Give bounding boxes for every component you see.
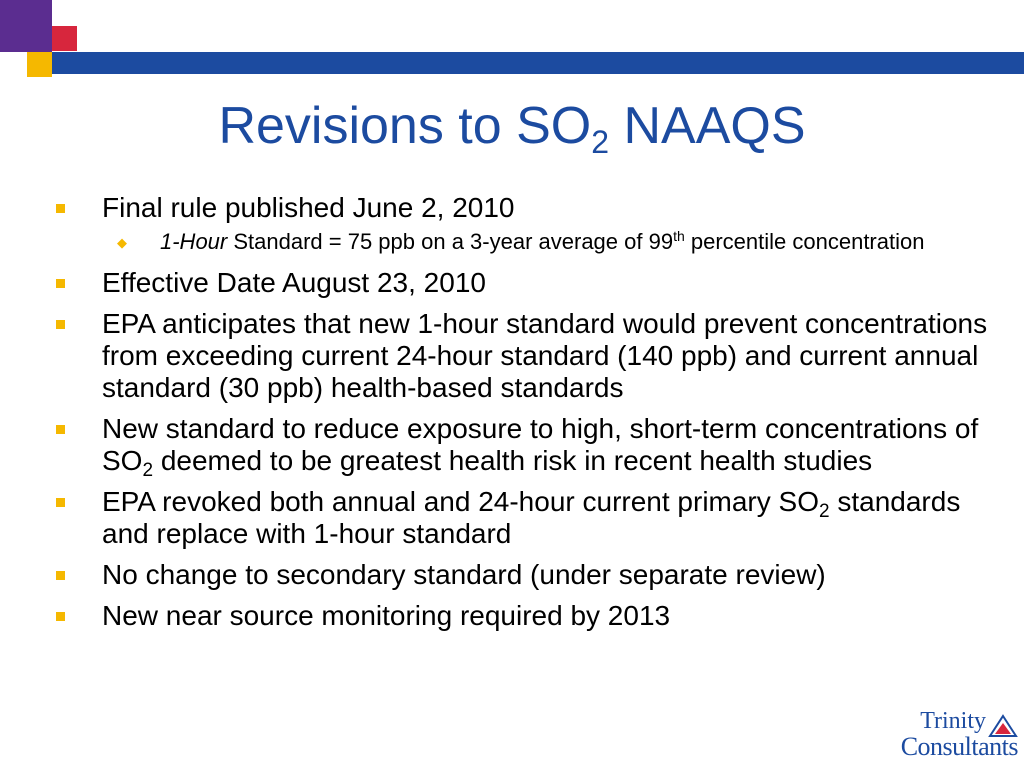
- bullet-list: [0, 192, 1024, 641]
- bullet-item: EPA anticipates that new 1-hour standard would prevent concentrations from exceeding current 24-hour standard (140 ppb) and current annual standard (30 ppb) health-based standards: [0, 308, 1024, 404]
- square-bullet-icon: [56, 571, 65, 580]
- bullet-item: EPA revoked both annual and 24-hour current primary $SO_2$ standards and replace with 1-hour standard: [0, 486, 1024, 550]
- bullet-item: Effective Date August 23, 2010: [0, 267, 1024, 299]
- bullet-item: New near source monitoring required by 2013: [0, 600, 1024, 632]
- square-bullet-icon: [56, 498, 65, 507]
- bullet-item: No change to secondary standard (under separate review): [0, 559, 1024, 591]
- square-bullet-icon: [56, 425, 65, 434]
- header-bar: [52, 52, 1024, 74]
- square-bullet-icon: [56, 320, 65, 329]
- title-subscript: 2: [591, 124, 610, 160]
- trinity-consultants-logo: Trinity Consultants: [900, 708, 1018, 761]
- square-bullet-icon: [56, 612, 65, 621]
- square-bullet-icon: [56, 204, 65, 213]
- decor-yellow-square: [27, 52, 52, 77]
- diamond-bullet-icon: ◆: [117, 235, 127, 250]
- decor-red-square: [52, 26, 77, 51]
- bullet-item: Final rule published June 2, 2010: [0, 192, 1024, 224]
- slide-title: Revisions to $SO_2$ NAAQS: [218, 97, 806, 160]
- square-bullet-icon: [56, 279, 65, 288]
- decor-purple-square: [0, 0, 52, 52]
- bullet-item: New standard to reduce exposure to high, short-term concentrations of $SO_2$ deemed to be greatest health risk in recent health studies: [0, 413, 1024, 477]
- sub-bullet-item: ◆ 1-Hour Standard = 75 ppb on a 3-year average of 99th percentile concentration: [117, 228, 925, 254]
